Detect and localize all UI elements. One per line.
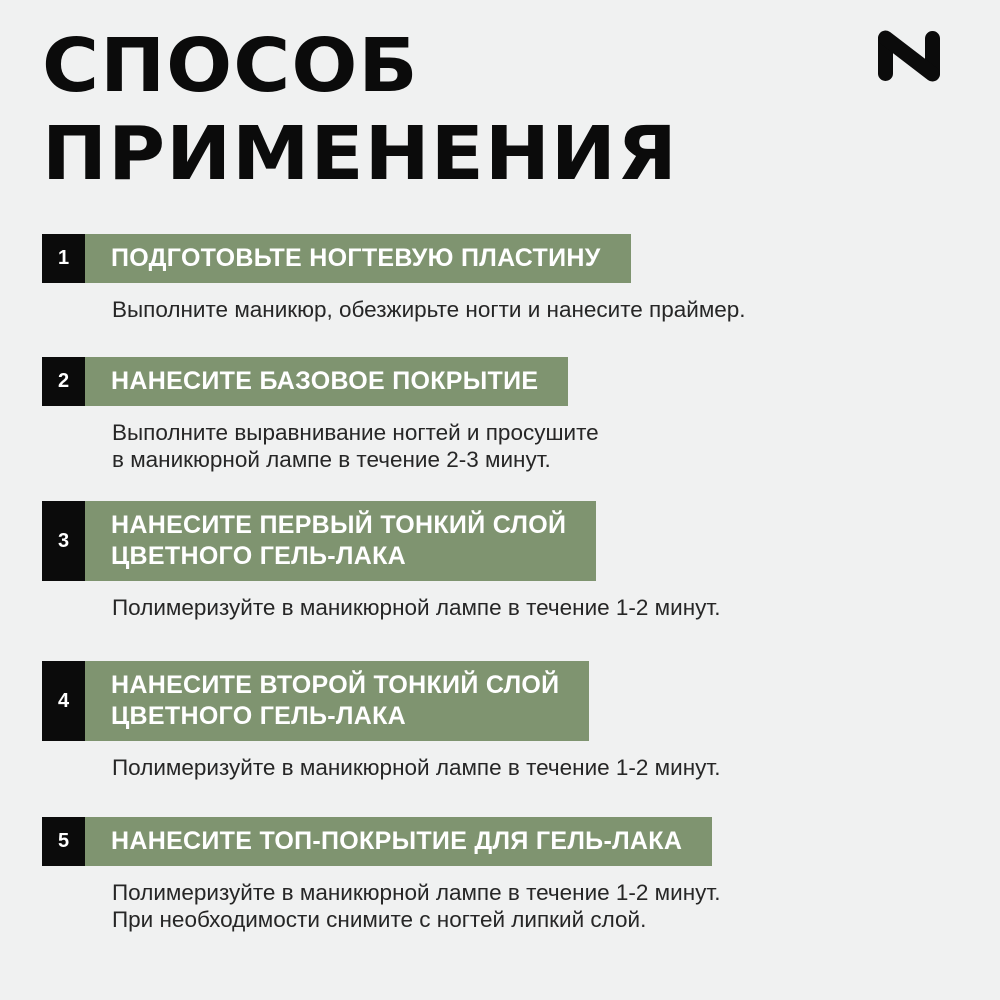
step-description [112, 594, 720, 621]
step-description-line: в маникюрной лампе в течение 2-3 минут. [112, 447, 551, 472]
title-line-2: ПРИМЕНЕНИЯ [42, 111, 678, 197]
step-description [112, 879, 720, 933]
step-description-line: Выполните выравнивание ногтей и просушите [112, 420, 599, 445]
step-heading-line: ПОДГОТОВЬТЕ НОГТЕВУЮ ПЛАСТИНУ [111, 244, 601, 272]
step-description [112, 296, 746, 323]
step-description-line: Выполните маникюр, обезжирьте ногти и нанесите праймер. [112, 297, 746, 322]
step-heading-line: ЦВЕТНОГО ГЕЛЬ-ЛАКА [111, 542, 406, 570]
step-description [112, 754, 720, 781]
step-header [42, 661, 720, 741]
step-heading-line: ЦВЕТНОГО ГЕЛЬ-ЛАКА [111, 702, 406, 730]
step-heading-line: НАНЕСИТЕ ПЕРВЫЙ ТОНКИЙ СЛОЙ [111, 511, 567, 539]
page-title [42, 22, 678, 198]
step-2 [42, 357, 599, 473]
step-number: 1 [42, 234, 85, 283]
step-description-line: Полимеризуйте в маникюрной лампе в течение 1-2 минут. [112, 880, 721, 905]
step-description-line: Полимеризуйте в маникюрной лампе в течение 1-2 минут. [112, 755, 721, 780]
step-1 [42, 234, 746, 323]
step-description [112, 419, 599, 473]
step-header [42, 357, 599, 406]
step-4 [42, 661, 720, 781]
step-number: 4 [42, 661, 85, 741]
step-3 [42, 501, 720, 621]
step-heading-line: НАНЕСИТЕ ВТОРОЙ ТОНКИЙ СЛОЙ [111, 671, 560, 699]
step-description-line: При необходимости снимите с ногтей липкий слой. [112, 907, 647, 932]
step-number: 5 [42, 817, 85, 866]
step-number: 2 [42, 357, 85, 406]
step-heading-line: НАНЕСИТЕ БАЗОВОЕ ПОКРЫТИЕ [111, 367, 539, 395]
step-heading [85, 234, 631, 283]
step-number: 3 [42, 501, 85, 581]
step-heading [85, 357, 568, 406]
step-heading [85, 817, 712, 866]
step-heading [85, 661, 589, 741]
brand-logo-icon [876, 28, 942, 84]
step-description-line: Полимеризуйте в маникюрной лампе в течение 1-2 минут. [112, 595, 721, 620]
title-line-1: СПОСОБ [42, 23, 419, 109]
step-5 [42, 817, 720, 933]
step-heading [85, 501, 596, 581]
step-header [42, 234, 746, 283]
step-header [42, 817, 720, 866]
step-heading-line: НАНЕСИТЕ ТОП-ПОКРЫТИЕ ДЛЯ ГЕЛЬ-ЛАКА [111, 827, 683, 855]
step-header [42, 501, 720, 581]
